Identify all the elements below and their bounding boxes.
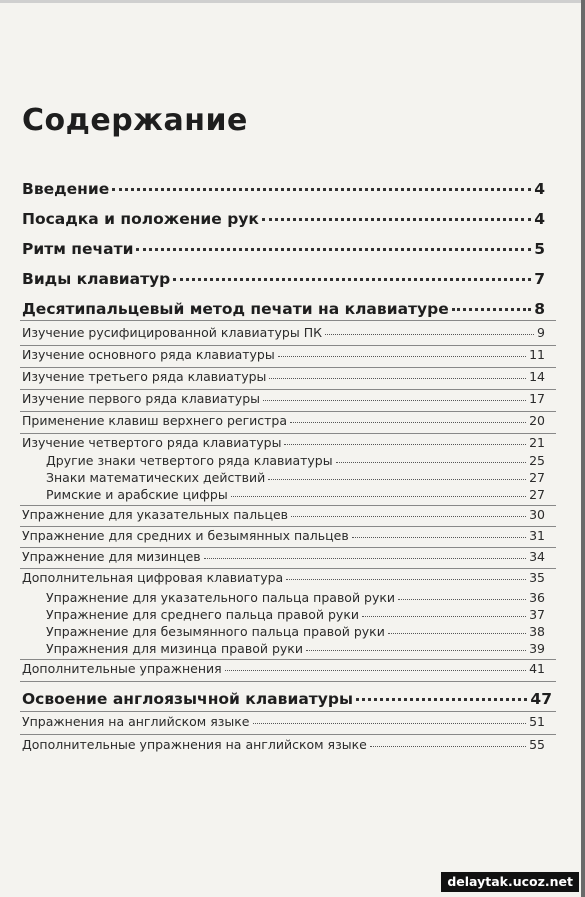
- toc-entry-keyboard-types[interactable]: [22, 270, 545, 288]
- toc-entry-label: Упражнение для указательных пальцев: [22, 507, 289, 522]
- toc-entry-page: 8: [534, 300, 545, 318]
- toc-entry-label: Виды клавиатур: [22, 270, 171, 288]
- toc-entry-introduction[interactable]: [22, 180, 545, 198]
- dot-leader: [262, 217, 531, 221]
- dot-leader: [452, 307, 531, 311]
- page-edge-top: [0, 0, 585, 3]
- dot-leader: [398, 598, 526, 600]
- toc-title: Содержание: [22, 103, 248, 138]
- toc-entry-label: Римские и арабские цифры: [46, 487, 228, 502]
- entry-divider: [20, 734, 556, 735]
- toc-entry-page: 35: [529, 570, 545, 585]
- page-edge-right: [581, 0, 585, 897]
- dot-leader: [253, 722, 527, 724]
- toc-entry-page: 11: [529, 347, 545, 362]
- toc-entry-shift-keys[interactable]: [22, 413, 545, 428]
- toc-entry-english-exercises[interactable]: [22, 714, 545, 729]
- dot-leader: [231, 495, 526, 497]
- dot-leader: [268, 478, 526, 480]
- toc-entry-label: Упражнение для указательного пальца правой руки: [46, 590, 396, 605]
- toc-entry-third-row[interactable]: [22, 369, 545, 384]
- dot-leader: [362, 615, 526, 617]
- toc-entry-russian-keyboard[interactable]: [22, 325, 545, 340]
- entry-divider: [20, 659, 556, 660]
- dot-leader: [204, 557, 526, 559]
- toc-entry-numeric-keypad[interactable]: [22, 570, 545, 585]
- toc-entry-label: Упражнение для безымянного пальца правой руки: [46, 624, 385, 639]
- toc-entry-page: 27: [529, 470, 545, 485]
- toc-entry-page: 17: [529, 391, 545, 406]
- toc-entry-page: 21: [529, 435, 545, 450]
- dot-leader: [325, 333, 534, 335]
- toc-entry-index-fingers[interactable]: [22, 507, 545, 522]
- toc-entry-label: Дополнительные упражнения: [22, 661, 222, 676]
- toc-entry-rhythm[interactable]: [22, 240, 545, 258]
- dot-leader: [278, 355, 526, 357]
- entry-divider: [20, 433, 556, 434]
- toc-entry-middle-ring-fingers[interactable]: [22, 528, 545, 543]
- dot-leader: [136, 247, 531, 251]
- toc-entry-label: Упражнения на английском языке: [22, 714, 250, 729]
- toc-entry-page: 51: [529, 714, 545, 729]
- toc-entry-page: 47: [530, 690, 552, 708]
- toc-entry-label: Знаки математических действий: [46, 470, 266, 485]
- dot-leader: [306, 649, 526, 651]
- toc-entry-page: 41: [529, 661, 545, 676]
- dot-leader: [291, 515, 526, 517]
- entry-divider: [20, 389, 556, 390]
- entry-divider: [20, 345, 556, 346]
- toc-entry-label: Десятипальцевый метод печати на клавиатуре: [22, 300, 449, 318]
- toc-entry-label: Дополнительная цифровая клавиатура: [22, 570, 284, 585]
- toc-entry-page: 31: [529, 528, 545, 543]
- toc-entry-label: Применение клавиш верхнего регистра: [22, 413, 288, 428]
- toc-entry-ten-finger-method[interactable]: [22, 300, 545, 318]
- section-divider: [20, 681, 556, 682]
- entry-divider: [20, 411, 556, 412]
- dot-leader: [336, 461, 526, 463]
- entry-divider: [20, 568, 556, 569]
- dot-leader: [269, 377, 526, 379]
- entry-divider: [20, 526, 556, 527]
- entry-divider: [20, 367, 556, 368]
- site-watermark: delaytak.ucoz.net: [441, 872, 579, 892]
- toc-entry-first-row[interactable]: [22, 391, 545, 406]
- dot-leader: [388, 632, 526, 634]
- entry-divider: [20, 547, 556, 548]
- toc-entry-page: 55: [529, 737, 545, 752]
- toc-entry-page: 38: [529, 624, 545, 639]
- dot-leader: [370, 745, 526, 747]
- toc-entry-page: 34: [529, 549, 545, 564]
- toc-entry-page: 36: [529, 590, 545, 605]
- toc-entry-label: Изучение русифицированной клавиатуры ПК: [22, 325, 322, 340]
- toc-entry-label: Введение: [22, 180, 110, 198]
- toc-entry-label: Освоение англоязычной клавиатуры: [22, 690, 353, 708]
- toc-entry-label: Изучение четвертого ряда клавиатуры: [22, 435, 282, 450]
- toc-entry-page: 5: [534, 240, 545, 258]
- toc-entry-label: Упражнения для мизинца правой руки: [46, 641, 303, 656]
- toc-entry-label: Изучение первого ряда клавиатуры: [22, 391, 260, 406]
- entry-divider: [20, 505, 556, 506]
- toc-entry-label: Ритм печати: [22, 240, 134, 258]
- toc-entry-page: 9: [537, 325, 545, 340]
- toc-entry-right-middle-finger[interactable]: [46, 607, 545, 622]
- toc-entry-home-row[interactable]: [22, 347, 545, 362]
- section-divider: [20, 711, 556, 712]
- toc-entry-fourth-row[interactable]: [22, 435, 545, 450]
- toc-entry-math-signs[interactable]: [46, 470, 545, 485]
- toc-entry-english-keyboard[interactable]: [22, 690, 552, 708]
- dot-leader: [112, 187, 531, 191]
- section-divider: [20, 320, 556, 321]
- toc-entry-label: Упражнение для средних и безымянных пальцев: [22, 528, 349, 543]
- toc-entry-label: Упражнение для мизинцев: [22, 549, 201, 564]
- dot-leader: [263, 399, 526, 401]
- toc-entry-other-fourth-row-signs[interactable]: [46, 453, 545, 468]
- dot-leader: [173, 277, 531, 281]
- toc-entry-right-little-finger[interactable]: [46, 641, 545, 656]
- dot-leader: [225, 669, 526, 671]
- toc-entry-label: Изучение третьего ряда клавиатуры: [22, 369, 267, 384]
- dot-leader: [356, 697, 527, 701]
- toc-entry-roman-arabic-numerals[interactable]: [46, 487, 545, 502]
- toc-entry-page: 39: [529, 641, 545, 656]
- dot-leader: [286, 578, 526, 580]
- toc-entry-page: 4: [534, 180, 545, 198]
- toc-entry-page: 25: [529, 453, 545, 468]
- toc-entry-label: Изучение основного ряда клавиатуры: [22, 347, 275, 362]
- toc-entry-label: Упражнение для среднего пальца правой руки: [46, 607, 360, 622]
- toc-entry-page: 14: [529, 369, 545, 384]
- toc-entry-additional-exercises[interactable]: [22, 661, 545, 676]
- dot-leader: [352, 536, 526, 538]
- toc-entry-little-fingers[interactable]: [22, 549, 545, 564]
- toc-entry-label: Другие знаки четвертого ряда клавиатуры: [46, 453, 333, 468]
- toc-entry-page: 27: [529, 487, 545, 502]
- toc-entry-right-ring-finger[interactable]: [46, 624, 545, 639]
- dot-leader: [290, 421, 526, 423]
- toc-entry-label: Посадка и положение рук: [22, 210, 259, 228]
- toc-entry-page: 30: [529, 507, 545, 522]
- toc-entry-english-additional[interactable]: [22, 737, 545, 752]
- toc-entry-right-index-finger[interactable]: [46, 590, 545, 605]
- toc-entry-posture[interactable]: [22, 210, 545, 228]
- toc-entry-page: 7: [534, 270, 545, 288]
- toc-entry-label: Дополнительные упражнения на английском языке: [22, 737, 367, 752]
- dot-leader: [284, 443, 526, 445]
- toc-entry-page: 37: [529, 607, 545, 622]
- toc-entry-page: 4: [534, 210, 545, 228]
- toc-entry-page: 20: [529, 413, 545, 428]
